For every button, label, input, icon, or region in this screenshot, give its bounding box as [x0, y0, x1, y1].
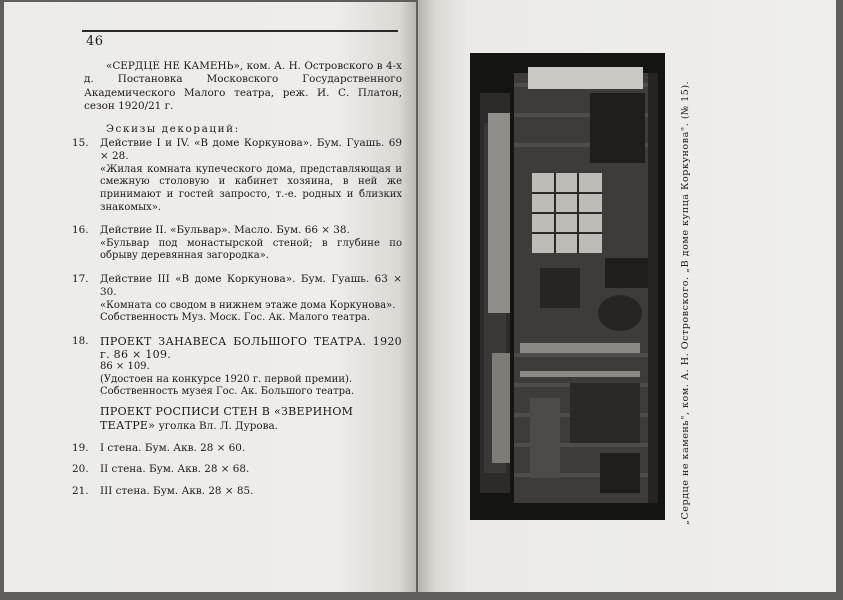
item-title: Действие I и IV. «В доме Коркунова». Бум. Гуашь. 69 × 28.	[100, 137, 402, 163]
catalogue-item-17	[72, 272, 402, 325]
catalogue-item-15	[72, 137, 402, 214]
catalogue-item-16	[72, 224, 402, 263]
item-title: II стена. Бум. Акв. 28 × 68.	[100, 463, 250, 476]
item-number: 15.	[72, 137, 89, 150]
item-title: Действие III «В доме Коркунова». Бум. Гуашь. 63 × 30.	[100, 272, 402, 299]
item-number: 17.	[72, 272, 89, 285]
catalogue-item-21	[72, 484, 402, 498]
catalogue-item-20	[72, 463, 402, 476]
catalogue-text	[72, 60, 402, 498]
item-description: «Жилая комната купеческого дома, представляющая и смежную столовую и кабинет хозяина, в ней же принимают и гостей запросто, т.-е. родных и близких знакомых».	[100, 163, 402, 213]
item-description: «Комната со сводом в нижнем этаже дома Коркунова».	[100, 299, 396, 311]
entry-intro: «СЕРДЦЕ НЕ КАМЕНЬ», ком. А. Н. Островского в 4-х д. Постановка Московского Государственного Академического Малого театра, реж. И. С. Платон, сезон 1920/21 г.	[84, 60, 402, 113]
wall-project-heading	[84, 405, 402, 434]
item-description: «Бульвар под монастырской стеной; в глубине по обрыву деревянная загородка».	[100, 237, 402, 262]
item-number: 19.	[72, 441, 89, 454]
catalogue-item-18	[72, 334, 402, 399]
interior-scene-image	[470, 53, 665, 520]
item-number: 20.	[72, 463, 89, 476]
item-title: III стена. Бум. Акв. 28 × 85.	[100, 484, 254, 497]
project-title-rest: уголка Вл. Л. Дурова.	[158, 420, 278, 433]
page-number: 46	[86, 34, 104, 49]
item-title: ПРОЕКТ ЗАНАВЕСА БОЛЬШОГО ТЕАТРА. 1920 г. 86 × 109.	[100, 334, 402, 362]
stage-set-illustration	[470, 53, 665, 520]
item-owner: Собственность Муз. Моск. Гос. Ак. Малого театра.	[100, 312, 371, 324]
illustration-caption	[672, 65, 691, 525]
catalogue-item-19	[72, 441, 402, 455]
item-owner: Собственность музея Гос. Ак. Большого театра.	[100, 386, 355, 398]
header-rule	[82, 30, 398, 32]
subheading-sketches: Эскизы декораций:	[106, 122, 240, 135]
item-note: (Удостоен на конкурсе 1920 г. первой премии).	[100, 373, 353, 385]
project-title: ПРОЕКТ РОСПИСИ СТЕН В «ЗВЕРИНОМ ТЕАТРЕ»	[100, 405, 354, 433]
item-number: 21.	[72, 484, 89, 497]
item-number: 18.	[72, 334, 89, 347]
caption-text: „Сердце не камень", ком. А. Н. Островского. „В доме купца Коркунова". (№ 15).	[680, 80, 691, 525]
item-size: 86 × 109.	[100, 361, 150, 373]
item-title: I стена. Бум. Акв. 28 × 60.	[100, 441, 246, 454]
item-number: 16.	[72, 224, 89, 237]
item-title: Действие II. «Бульвар». Масло. Бум. 66 × 38.	[100, 224, 350, 237]
